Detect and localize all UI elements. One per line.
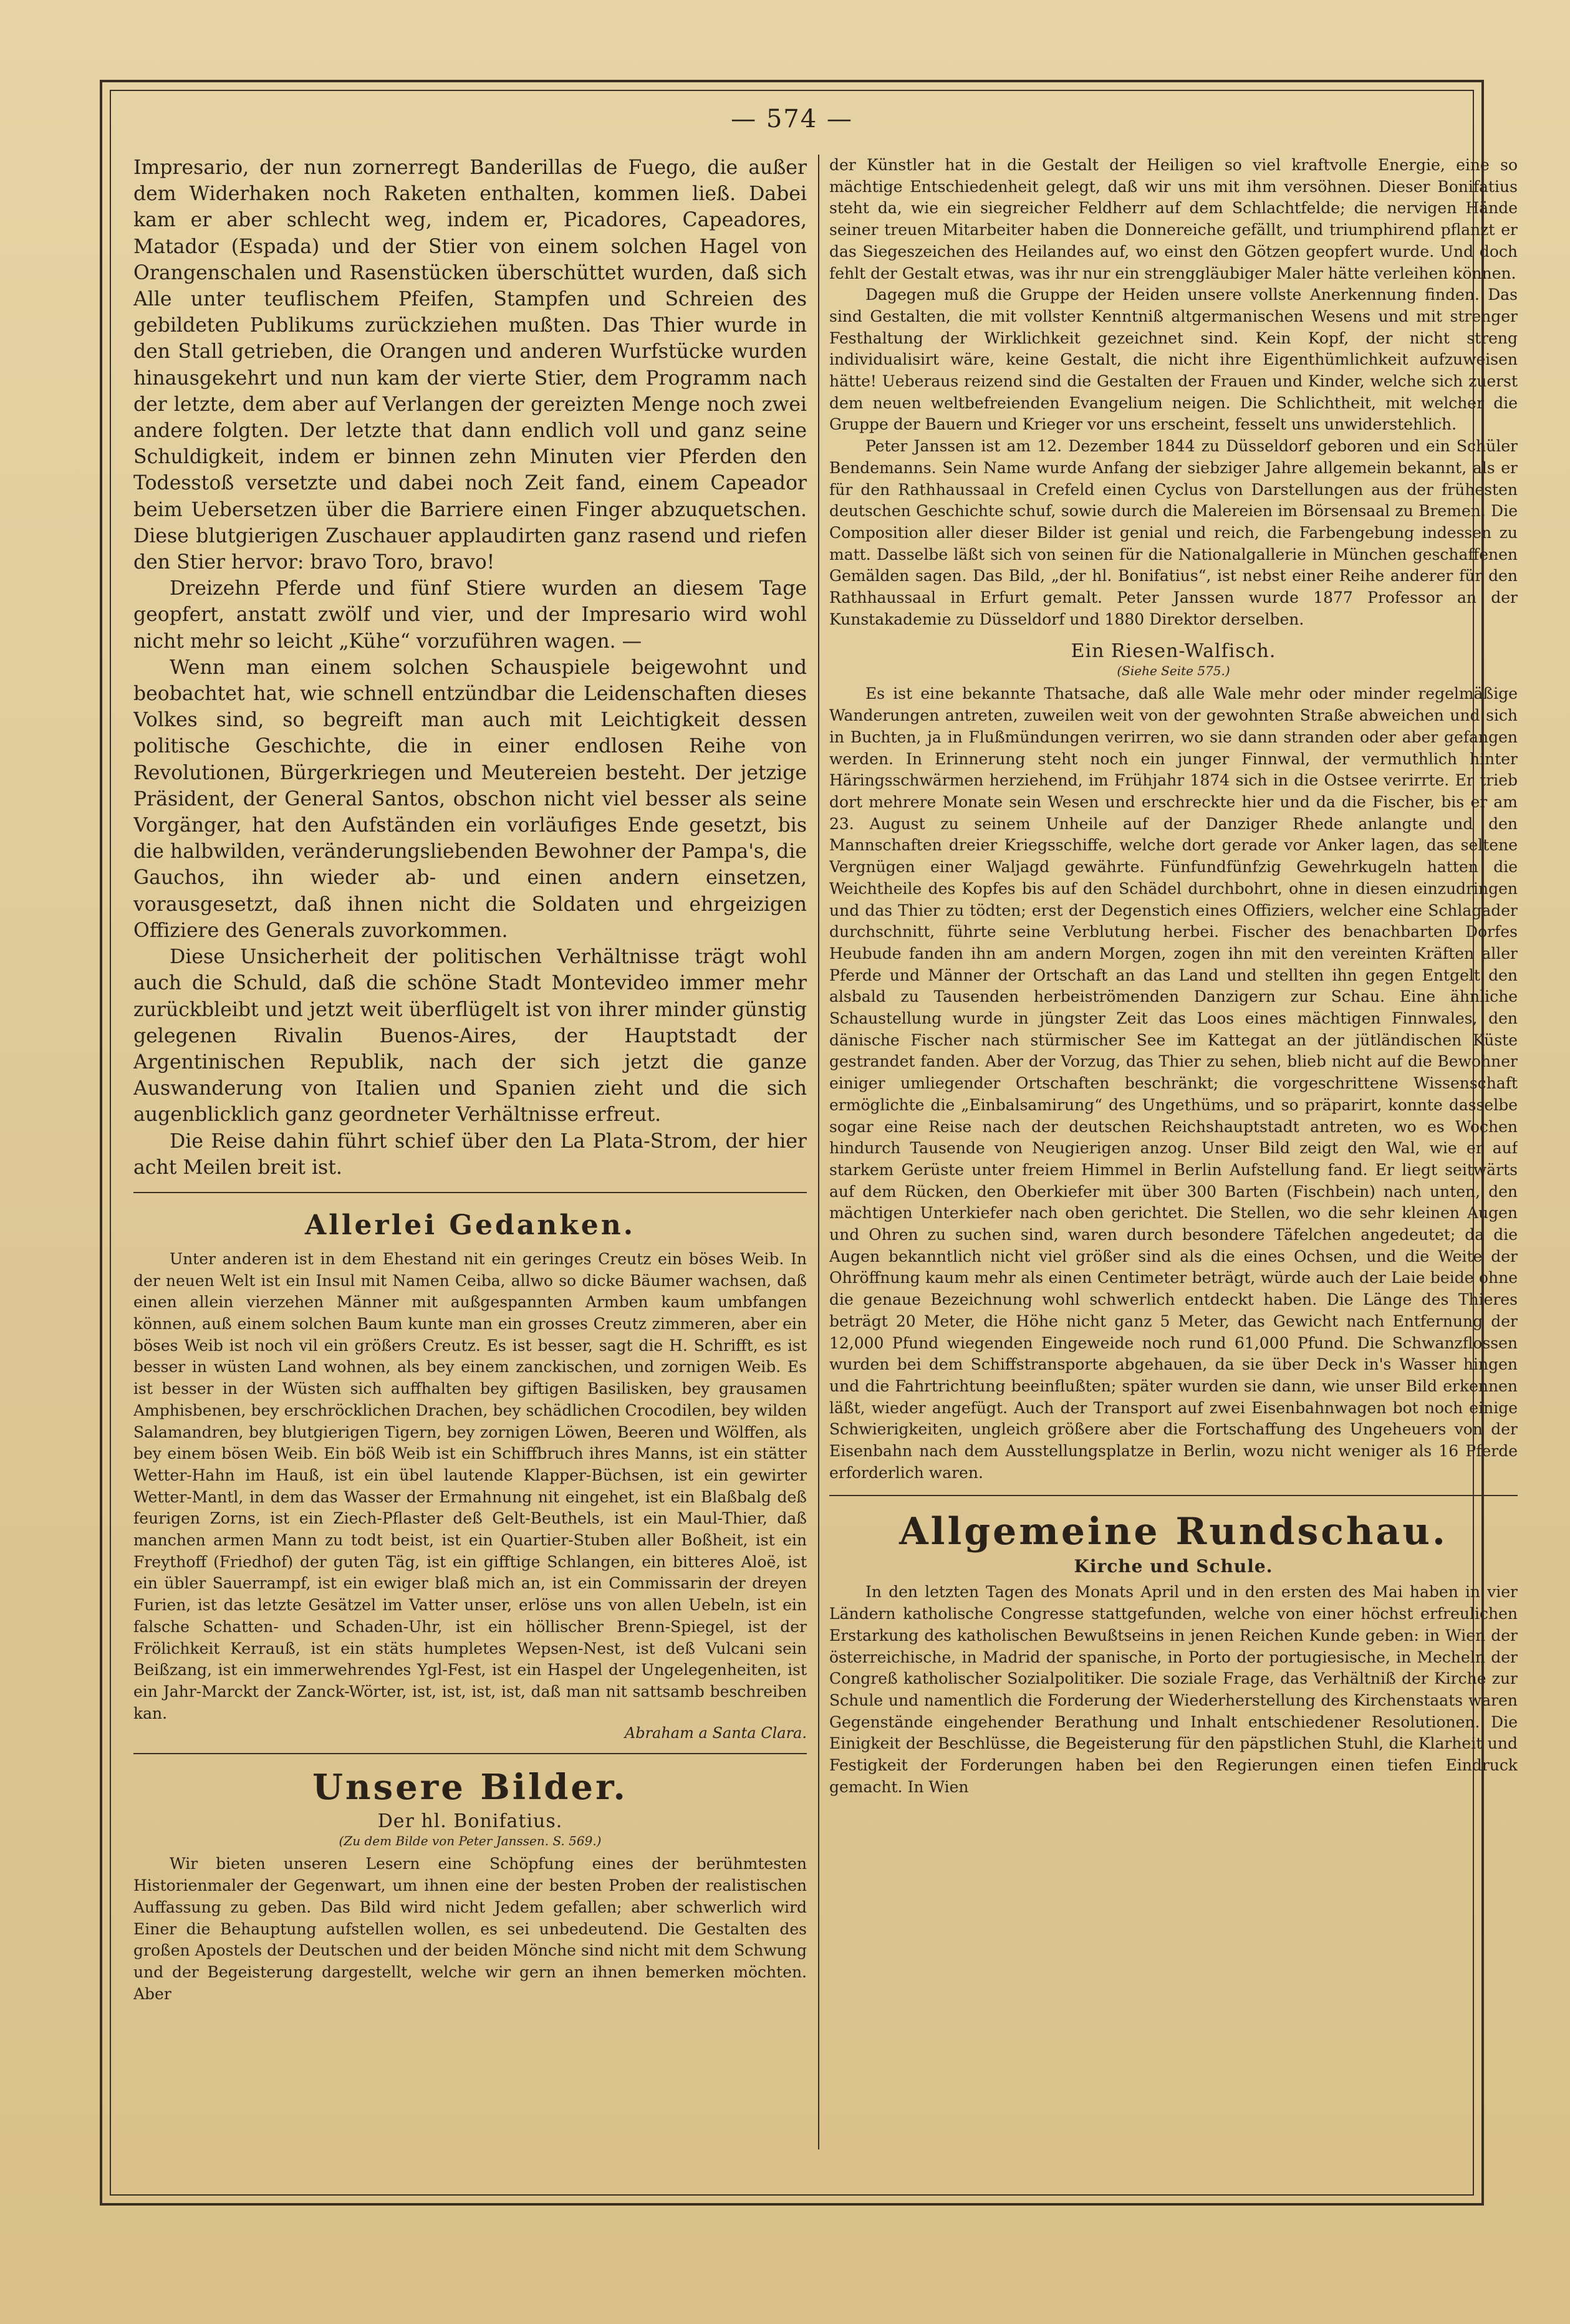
author-signature: Abraham a Santa Clara. — [624, 1724, 807, 1742]
left-column — [133, 155, 807, 2137]
bonifatius-note: (Zu dem Bilde von Peter Janssen. S. 569.) — [339, 1833, 602, 1849]
la-plata-paragraph: Die Reise dahin führt schief über den La Plata-Strom, der hier acht Meilen breit ist. — [133, 1130, 807, 1179]
janssen-bio-paragraph: Peter Janssen ist am 12. Dezember 1844 zu Düsseldorf geboren und ein Schüler Bendemanns. Sein Name wurde Anfang der siebziger Jahre allgemein bekannt, als er für den Rathhaussaal in Crefeld einen Cyclus von Darstellungen aus der frühesten deutschen Geschichte schuf, sowie durch die Malereien im Börsensaal zu Bremen. Die Composition aller dieser Bilder ist genial und reich, die Farbengebung indessen zu matt. Dasselbe läßt sich von seinen für die Nationalgallerie in München geschaffenen Gemälden sagen. Das Bild, „der hl. Bonifatius“, ist nebst einer Reihe anderer für den Rathhaussaal in Erfurt gemalt. Peter Janssen wurde 1877 Professor an der Kunstakademie zu Düsseldorf und 1880 Direktor derselben. — [829, 437, 1518, 628]
allerlei-gedanken-text: Unter anderen ist in dem Ehestand nit ein geringes Creutz ein böses Weib. In der neuen Welt ist ein Insul mit Namen Ceiba, allwo so dicke Bäumer wachsen, daß einen allein vierzehen Männer mit außgespannten Armben kaum umbfangen können, auß einem solchen Baum kunte man ein grosses Creutz zimmeren, aber ein böses Weib ist noch vil ein größers Creutz. Es ist besser, sagt die H. Schrifft, es ist besser in wüsten Land wohnen, als bey einem zanckischen, und zornigen Weib. Es ist besser in der Wüsten sich auffhalten bey giftigen Basilisken, bey grausamen Amphisbenen, bey erschröcklichen Drachen, bey schädlichen Crocodilen, bey wilden Salamandren, bey blutgierigen Tigern, bey zornigen Löwen, Beeren und Wölffen, als bey einem bösen Weib. Ein böß Weib ist ein Schiffbruch ihres Manns, ist ein stätter Wetter-Hahn im Hauß, ist ein übel lautende Klapper-Büchsen, ist ein gewirter Wetter-Mantl, in dem das Wasser der Ermahnung nit eingehet, ist ein Blaßbalg deß feurigen Zorns, ist ein Ziech-Pflaster deß Gelt-Beuthels, ist ein Maul-Thier, daß manchen armen Mann zu todt beist, ist ein Quartier-Stuben aller Boßheit, ist ein Freythoff (Friedhof) der guten Täg, ist ein gifftige Schlangen, ein bitteres Aloë, ist ein übler Sauerrampf, ist ein ewiger blaß mich an, ist ein Commissarin der dreyen Furien, ist das letzte Gesätzel im Vatter unser, erlöse uns von allen Uebeln, ist ein falsche Schatten- und Schaden-Uhr, ist ein höllischer Brenn-Spiegel, ist der Frölichkeit Kerrauß, ist ein stäts humpletes Wepsen-Nest, ist deß Vulcani sein Beißzang, ist ein immerwehrendes Ygl-Fest, ist ein Haspel der Ungelegenheiten, ist ein Jahr-Marckt der Zanck-Wörter, ist, ist, ist, ist, daß man nit sattsamb beschreiben kan. — [133, 1249, 807, 1722]
column-divider — [818, 155, 819, 2149]
rundschau-text: In den letzten Tagen des Monats April und in den ersten des Mai haben in vier Ländern katholische Congresse stattgefunden, welche von einer höchst erfreulichen Erstarkung des katholischen Bewußtseins in jenen Reichen Kunde geben: in Wien der österreichische, in Madrid der spanische, in Porto der portugiesische, in Mecheln der Congreß katholischer Sozialpolitiker. Die soziale Frage, das Verhältniß der Kirche zur Schule und namentlich die Forderung der Wiederherstellung des Kirchenstaats waren Gegenstände eingehender Berathung und Inhalt entschiedener Resolutionen. Die Einigkeit der Beschlüsse, die Begeisterung für den päpstlichen Stuhl, die Klarheit und Festigkeit der Forderungen haben bei den Regierungen einen tiefen Eindruck gemacht. In Wien — [829, 1583, 1518, 1796]
walfisch-note: (Siehe Seite 575.) — [1117, 663, 1230, 679]
section-rule — [133, 1192, 807, 1193]
bonifatius-text: Wir bieten unseren Lesern eine Schöpfung eines der berühmtesten Historienmaler der Gegenwart, um ihnen eine der besten Proben der realistischen Auffassung zu geben. Das Bild wird nicht Jedem gefallen; aber schwerlich wird Einer die Behauptung aufstellen wollen, es sei unbedeutend. Die Gestalten des großen Apostels der Deutschen und der beiden Mönche sind nicht mit dem Schwung und der Begeisterung dargestellt, welche wir gern an ihnen bemerken möchten. Aber — [133, 1855, 807, 2003]
montevideo-paragraph: Diese Unsicherheit der politischen Verhältnisse trägt wohl auch die Schuld, daß die schöne Stadt Montevideo immer mehr zurückbleibt und jetzt weit überflügelt ist von ihrer minder günstig gelegenen Rivalin Buenos-Aires, der Hauptstadt der Argentinischen Republik, nach der sich jetzt die ganze Auswanderung von Italien und Spanien zieht und die sich augenblicklich ganz geordneter Verhältnisse erfreut. — [133, 946, 807, 1126]
politics-paragraph: Wenn man einem solchen Schauspiele beigewohnt und beobachtet hat, wie schnell entzündbar die Leidenschaften dieses Volkes sind, so begreift man auch mit Leichtigkeit dessen politische Geschichte, die in einer endlosen Reihe von Revolutionen, Bürgerkriegen und Meutereien besteht. Der jetzige Präsident, der General Santos, obschon nicht viel besser als seine Vorgänger, hat den Aufständen ein vorläufiges Ende gesetzt, bis die halbwilden, veränderungsliebenden Bewohner der Pampa's, die Gauchos, ihn wieder ab- und einen andern einsetzen, vorausgesetzt, daß ihnen nicht die Soldaten und ehrgeizigen Offiziere des Generals zuvorkommen. — [133, 656, 807, 942]
allgemeine-rundschau-heading: Allgemeine Rundschau. — [899, 1510, 1448, 1554]
right-column — [829, 155, 1518, 2137]
bonifatius-title: Der hl. Bonifatius. — [377, 1810, 563, 1833]
unsere-bilder-heading: Unsere Bilder. — [312, 1767, 628, 1808]
walfisch-title: Ein Riesen-Walfisch. — [1071, 640, 1276, 663]
heiden-paragraph: Dagegen muß die Gruppe der Heiden unsere vollste Anerkennung finden. Das sind Gestalten, die mit vollster Kenntniß altgermanischen Wesens und mit strenger Festhaltung der Wirklichkeit gezeichnet sind. Kein Kopf, der nicht streng individualisirt wäre, keine Gestalt, die nicht ihre Eigenthümlichkeit aufzuweisen hätte! Ueberaus reizend sind die Gestalten der Frauen und Kinder, welche sich zuerst dem neuen weltbefreienden Evangelium neigen. Die Schlichtheit, mit welcher die Gruppe der Bauern und Krieger vor uns erscheint, fesselt uns unwiderstehlich. — [829, 286, 1518, 434]
walfisch-text: Es ist eine bekannte Thatsache, daß alle Wale mehr oder minder regelmäßige Wanderungen antreten, zuweilen weit von der gewohnten Straße abweichen und sich in Buchten, ja in Flußmündungen verirren, wo sie dann stranden oder aber gefangen werden. In Erinnerung steht noch ein junger Finnwal, der vermuthlich hinter Häringsschwärmen herziehend, im Frühjahr 1874 sich in die Ostsee verirrte. Er trieb dort mehrere Monate sein Wesen und erschreckte hier und da die Fischer, bis er am 23. August zu seinem Unheile auf der Danziger Rhede anlangte und den Mannschaften dreier Kriegsschiffe, welche dort gerade vor Anker lagen, das seltene Vergnügen einer Waljagd gewährte. Fünfundfünfzig Gewehrkugeln hatten die Weichtheile des Kopfes bis auf den Schädel durchbohrt, ohne in diesen einzudringen und das Thier zu tödten; erst der Degenstich eines Offiziers, welcher eine Schlagader durchschnitt, führte seine Verblutung herbei. Fischer des benachbarten Dorfes Heubude fanden ihn am andern Morgen, zogen ihn mit den vereinten Kräften aller Pferde und Männer der Ortschaft an das Land und stellten ihn gegen Entgelt den alsbald zu Tausenden herbeiströmenden Danzigern zur Schau. Eine ähnliche Schaustellung wurde in jüngster Zeit das Loos eines mächtigen Finnwales, den dänische Fischer nach stürmischer See im Kattegat an der jütländischen Küste gestrandet fanden. Aber der Vorzug, das Thier zu sehen, blieb nicht auf die Bewohner einiger umliegender Ortschaften beschränkt; die vorgeschrittene Wissenschaft ermöglichte die „Einbalsamirung“ des Ungethüms, und so präparirt, konnte dasselbe sogar eine Reise nach der deutschen Reichshauptstadt antreten, wo es Wochen hindurch Tausende von Neugierigen anzog. Unser Bild zeigt den Wal, wie er auf starkem Gerüste unter freiem Himmel in Berlin Aufstellung fand. Er liegt seitwärts auf dem Rücken, den Oberkiefer mit über 300 Barten (Fischbein) nach unten, den mächtigen Unterkiefer nach oben gerichtet. Die Stellen, wo die sehr kleinen Augen und Ohren zu suchen sind, waren durch besondere Täfelchen angedeutet; da die Augen bekanntlich nicht viel größer sind als die eines Ochsen, und die Weite der Ohröffnung kaum mehr als einen Centimeter beträgt, würde auch der Laie beide ohne die genaue Bezeichnung wohl schwerlich entdeckt haben. Die Länge des Thieres beträgt 20 Meter, die Höhe nicht ganz 5 Meter, das Gewicht nach Entfernung der 12,000 Pfund wiegenden Eingeweide noch rund 61,000 Pfund. Die Schwanzflossen wurden bei dem Schiffstransporte abgehauen, da sie über Deck in's Wasser hingen und die Fahrtrichtung beeinflußten; später wurden sie dann, wie unser Bild erkennen läßt, wieder angefügt. Auch der Transport auf zwei Eisenbahnwagen bot noch einige Schwierigkeiten, ungleich größere aber die Fortschaffung des Ungeheuers von der Eisenbahn nach dem Ausstellungsplatze in Berlin, wozu nicht weniger als 16 Pferde erforderlich waren. — [829, 684, 1518, 1482]
bullfight-paragraph-2: Dreizehn Pferde und fünf Stiere wurden an diesem Tage geopfert, anstatt zwölf und vier, und der Impresario wird wohl nicht mehr so leicht „Kühe“ vorzuführen wagen. — — [133, 577, 807, 653]
kirche-und-schule-heading: Kirche und Schule. — [1074, 1556, 1273, 1577]
allerlei-gedanken-heading: Allerlei Gedanken. — [304, 1209, 636, 1241]
page-number: — 574 — — [731, 105, 853, 133]
section-rule — [133, 1753, 807, 1754]
bonifatius-continued: der Künstler hat in die Gestalt der Heiligen so viel kraftvolle Energie, eine so mächtige Entschiedenheit gelegt, daß wir uns mit ihm versöhnen. Dieser Bonifatius steht da, wie ein siegreicher Feldherr auf dem Schlachtfelde; die nervigen Hände seiner treuen Mitarbeiter haben die Donnereiche gefällt, und triumphirend pflanzt er das Siegeszeichen des Heilandes auf, wo einst den Götzen geopfert wurde. Und doch fehlt der Gestalt etwas, was ihr nur ein strenggläubiger Maler hätte verleihen können. — [829, 156, 1518, 282]
bullfight-paragraph-1: Impresario, der nun zornerregt Banderillas de Fuego, die außer dem Widerhaken noch Raketen enthalten, kommen ließ. Dabei kam er aber schlecht weg, indem er, Picadores, Capeadores, Matador (Espada) und der Stier von einem solchen Hagel von Orangenschalen und Rasenstücken überschüttet wurden, daß sich Alle unter teuflischem Pfeifen, Stampfen und Schreien des gebildeten Publikums zurückziehen mußten. Das Thier wurde in den Stall getrieben, die Orangen und anderen Wurfstücke wurden hinausgekehrt und nun kam der vierte Stier, dem Programm nach der letzte, dem aber auf Verlangen der gereizten Menge noch zwei andere folgten. Der letzte that dann endlich voll und ganz seine Schuldigkeit, indem er binnen zehn Minuten vier Pferden den Todesstoß versetzte und dabei noch Zeit fand, einem Capeador beim Uebersetzen über die Barriere einen Finger abzuquetschen. Diese blutgierigen Zuschauer applaudirten ganz rasend und riefen den Stier hervor: bravo Toro, bravo! — [133, 156, 807, 574]
section-rule — [829, 1495, 1518, 1496]
